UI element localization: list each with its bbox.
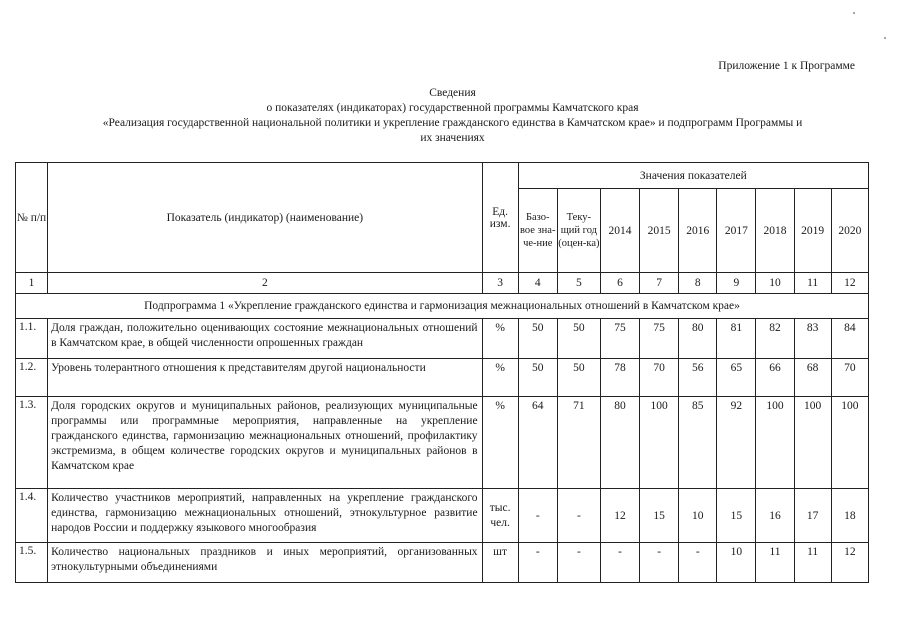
unit-cell: % xyxy=(482,397,518,489)
column-number: 3 xyxy=(482,273,518,294)
value-cell: 68 xyxy=(794,359,831,397)
row-number: 1.3. xyxy=(16,397,48,489)
value-cell: 75 xyxy=(640,319,679,359)
row-number: 1.1. xyxy=(16,319,48,359)
unit-cell: % xyxy=(482,359,518,397)
heading-line: Сведения xyxy=(429,87,476,99)
value-cell: 50 xyxy=(518,319,557,359)
value-cell: 65 xyxy=(717,359,756,397)
value-cell: 82 xyxy=(756,319,794,359)
subprogram-row xyxy=(16,294,869,319)
value-cell: 75 xyxy=(600,319,639,359)
indicator-name: Уровень толерантного отношения к представителям другой национальности xyxy=(48,359,482,397)
column-number: 10 xyxy=(756,273,794,294)
header-year: 2018 xyxy=(756,189,794,273)
scan-speck xyxy=(853,12,855,14)
header-year: 2014 xyxy=(600,189,639,273)
indicator-name: Доля городских округов и муниципальных районов, реализующих муниципальные программы или программные мероприятия, направленные на укрепление гражданского единства, гармонизацию межнациональных отношений, профилактику экстремизма, в общем количестве городских округов и муниципальных районов в Камчатском крае xyxy=(48,397,482,489)
value-cell: 100 xyxy=(831,397,868,489)
header-values-group: Значения показателей xyxy=(518,163,868,189)
value-cell: 64 xyxy=(518,397,557,489)
header-base-value: Базо-вое зна-че-ние xyxy=(518,189,557,273)
value-cell: - xyxy=(518,489,557,543)
column-number: 12 xyxy=(831,273,868,294)
column-number: 8 xyxy=(679,273,717,294)
value-cell: - xyxy=(557,489,600,543)
header-year: 2015 xyxy=(640,189,679,273)
unit-cell: % xyxy=(482,319,518,359)
header-indicator: Показатель (индикатор) (наименование) xyxy=(48,163,482,273)
value-cell: - xyxy=(679,543,717,583)
value-cell: 78 xyxy=(600,359,639,397)
table-row xyxy=(16,543,869,583)
column-number: 6 xyxy=(600,273,639,294)
unit-cell: шт xyxy=(482,543,518,583)
value-cell: 85 xyxy=(679,397,717,489)
value-cell: 83 xyxy=(794,319,831,359)
table-row xyxy=(16,359,869,397)
value-cell: 100 xyxy=(640,397,679,489)
scan-speck xyxy=(884,37,886,39)
header-year: 2017 xyxy=(717,189,756,273)
value-cell: 81 xyxy=(717,319,756,359)
value-cell: 11 xyxy=(756,543,794,583)
value-cell: - xyxy=(640,543,679,583)
value-cell: 56 xyxy=(679,359,717,397)
value-cell: 17 xyxy=(794,489,831,543)
header-unit: Ед. изм. xyxy=(482,163,518,273)
value-cell: 10 xyxy=(717,543,756,583)
value-cell: 66 xyxy=(756,359,794,397)
table-row xyxy=(16,489,869,543)
column-numbers-row xyxy=(16,273,869,294)
value-cell: 84 xyxy=(831,319,868,359)
column-number: 4 xyxy=(518,273,557,294)
row-number: 1.2. xyxy=(16,359,48,397)
column-number: 2 xyxy=(48,273,482,294)
header-num: № п/п xyxy=(16,163,48,273)
value-cell: 100 xyxy=(756,397,794,489)
row-number: 1.4. xyxy=(16,489,48,543)
subprogram-title: Подпрограмма 1 «Укрепление гражданского единства и гармонизация межнациональных отношений в Камчатском крае» xyxy=(16,294,869,319)
value-cell: 15 xyxy=(717,489,756,543)
header-year: 2019 xyxy=(794,189,831,273)
value-cell: 16 xyxy=(756,489,794,543)
value-cell: - xyxy=(518,543,557,583)
row-number: 1.5. xyxy=(16,543,48,583)
table-row xyxy=(16,397,869,489)
value-cell: - xyxy=(557,543,600,583)
value-cell: 12 xyxy=(831,543,868,583)
value-cell: 15 xyxy=(640,489,679,543)
value-cell: 80 xyxy=(679,319,717,359)
indicator-name: Количество национальных праздников и иных мероприятий, организованных этнокультурными объединениями xyxy=(48,543,482,583)
value-cell: 80 xyxy=(600,397,639,489)
header-year: 2016 xyxy=(679,189,717,273)
value-cell: 18 xyxy=(831,489,868,543)
indicator-name: Количество участников мероприятий, направленных на укрепление гражданского единства, гармонизацию межнациональных отношений, этнокультурное развитие народов России и поддержку языкового многообразия xyxy=(48,489,482,543)
column-number: 1 xyxy=(16,273,48,294)
header-year: 2020 xyxy=(831,189,868,273)
indicators-table xyxy=(15,162,869,583)
column-number: 5 xyxy=(557,273,600,294)
value-cell: 71 xyxy=(557,397,600,489)
header-current-year: Теку-щий год (оцен-ка) xyxy=(557,189,600,273)
value-cell: 10 xyxy=(679,489,717,543)
column-number: 9 xyxy=(717,273,756,294)
document-heading xyxy=(15,86,890,146)
unit-cell: тыс. чел. xyxy=(482,489,518,543)
value-cell: 11 xyxy=(794,543,831,583)
table-row xyxy=(16,319,869,359)
heading-line: их значениях xyxy=(420,132,485,144)
indicator-name: Доля граждан, положительно оценивающих состояние межнациональных отношений в Камчатском крае, в общей численности опрошенных граждан xyxy=(48,319,482,359)
value-cell: 12 xyxy=(600,489,639,543)
value-cell: 92 xyxy=(717,397,756,489)
value-cell: 50 xyxy=(557,319,600,359)
value-cell: 50 xyxy=(557,359,600,397)
column-number: 7 xyxy=(640,273,679,294)
value-cell: 100 xyxy=(794,397,831,489)
value-cell: - xyxy=(600,543,639,583)
column-number: 11 xyxy=(794,273,831,294)
appendix-label: Приложение 1 к Программе xyxy=(718,60,855,72)
value-cell: 50 xyxy=(518,359,557,397)
value-cell: 70 xyxy=(640,359,679,397)
heading-line: о показателях (индикаторах) государственной программы Камчатского края xyxy=(266,102,639,114)
value-cell: 70 xyxy=(831,359,868,397)
heading-line: «Реализация государственной национальной политики и укрепление гражданского единства в Камчатском крае» и подпрограмм Программы и xyxy=(102,117,803,129)
